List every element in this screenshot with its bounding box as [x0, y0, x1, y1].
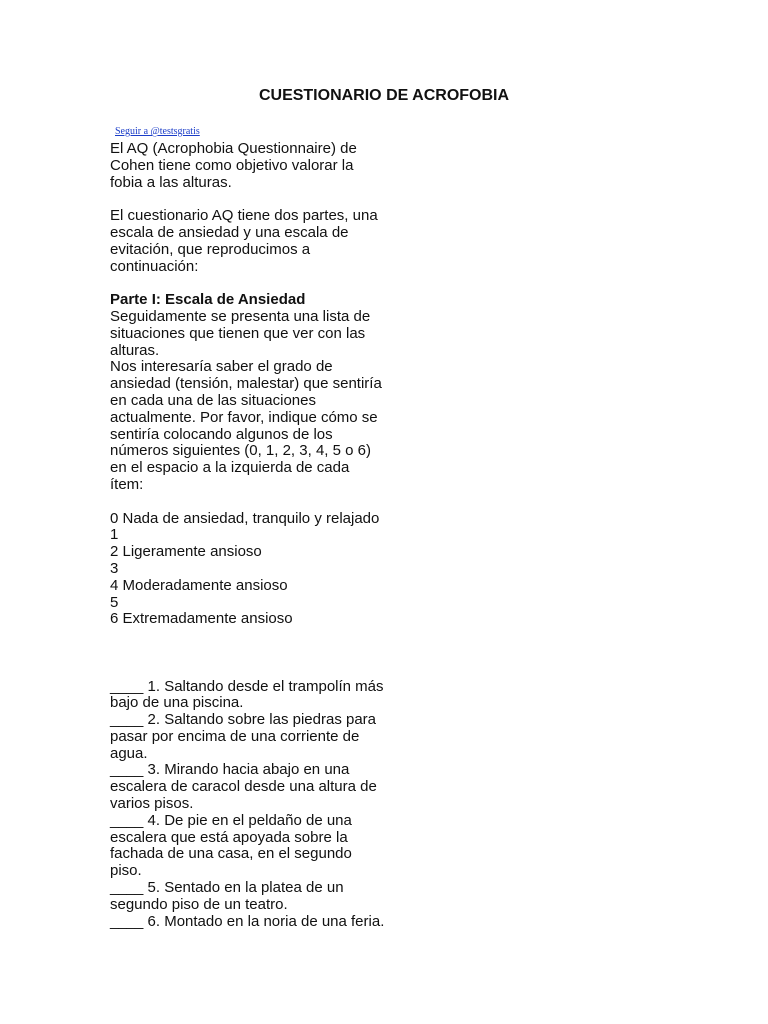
text-line: fobia a las alturas. — [110, 173, 232, 191]
text-line: situaciones que tienen que ver con las — [110, 324, 366, 342]
questionnaire-items — [110, 679, 410, 931]
question-line: fachada de una casa, en el segundo — [110, 845, 352, 863]
paragraph-gap — [110, 275, 410, 292]
text-line: Seguidamente se presenta una lista de — [110, 307, 371, 325]
question-line: escalera de caracol desde una altura de — [110, 778, 377, 796]
part1-heading: Parte I: Escala de Ansiedad — [110, 291, 306, 309]
paragraph-gap — [110, 494, 410, 511]
text-line: Cohen tiene como objetivo valorar la — [110, 156, 354, 174]
scale-item: 1 — [110, 526, 119, 544]
text-line: alturas. — [110, 341, 160, 359]
page-title: CUESTIONARIO DE ACROFOBIA — [258, 87, 510, 104]
section-gap — [110, 628, 410, 678]
document-body — [110, 141, 410, 930]
scale-item: 6 Extremadamente ansioso — [110, 610, 293, 628]
question-line: ____ 1. Saltando desde el trampolín más — [110, 677, 384, 695]
parts-paragraph — [110, 208, 410, 275]
text-line: El cuestionario AQ tiene dos partes, una — [110, 207, 378, 225]
text-line: números siguientes (0, 1, 2, 3, 4, 5 o 6) — [110, 442, 371, 460]
text-line: sentiría colocando algunos de los — [110, 425, 333, 443]
question-line: ____ 2. Saltando sobre las piedras para — [110, 711, 377, 729]
anxiety-scale-list — [110, 511, 410, 629]
question-line: varios pisos. — [110, 795, 194, 813]
question-line: agua. — [110, 744, 148, 762]
text-line: en cada una de las situaciones — [110, 391, 316, 409]
scale-item: 2 Ligeramente ansioso — [110, 543, 262, 561]
question-line: ____ 6. Montado en la noria de una feria. — [110, 912, 385, 930]
question-line: ____ 4. De pie en el peldaño de una — [110, 811, 352, 829]
follow-link[interactable]: Seguir a @testsgratis — [115, 126, 200, 137]
scale-item: 4 Moderadamente ansioso — [110, 576, 288, 594]
text-line: El AQ (Acrophobia Questionnaire) de — [110, 140, 357, 157]
question-line: bajo de una piscina. — [110, 694, 244, 712]
question-line: ____ 3. Mirando hacia abajo en una — [110, 761, 350, 779]
text-line: escala de ansiedad y una escala de — [110, 223, 349, 241]
question-line: ____ 5. Sentado en la platea de un — [110, 879, 344, 897]
text-line: continuación: — [110, 257, 199, 275]
question-line: piso. — [110, 862, 142, 880]
intro-paragraph — [110, 141, 410, 191]
text-line: en el espacio a la izquierda de cada — [110, 459, 350, 477]
scale-item: 0 Nada de ansiedad, tranquilo y relajado — [110, 509, 380, 527]
part1-paragraph — [110, 309, 410, 494]
paragraph-gap — [110, 191, 410, 208]
text-line: ítem: — [110, 475, 144, 493]
question-line: segundo piso de un teatro. — [110, 895, 288, 913]
question-line: pasar por encima de una corriente de — [110, 727, 360, 745]
text-line: ansiedad (tensión, malestar) que sentiría — [110, 375, 382, 393]
text-line: evitación, que reproducimos a — [110, 240, 311, 258]
text-line: actualmente. Por favor, indique cómo se — [110, 408, 378, 426]
scale-item: 3 — [110, 559, 119, 577]
text-line: Nos interesaría saber el grado de — [110, 358, 333, 376]
question-line: escalera que está apoyada sobre la — [110, 828, 348, 846]
scale-item: 5 — [110, 593, 119, 611]
